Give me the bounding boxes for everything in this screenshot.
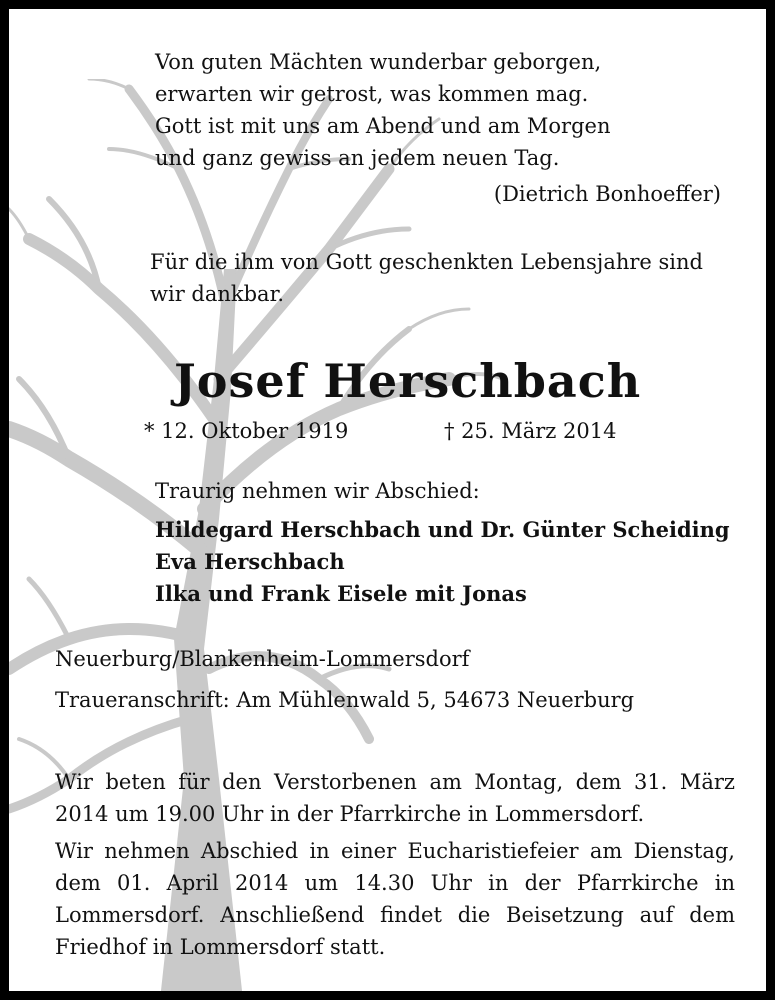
poem bbox=[155, 46, 610, 174]
mourners-intro: Traurig nehmen wir Abschied: bbox=[155, 479, 480, 503]
poem-line: Gott ist mit uns am Abend und am Morgen bbox=[155, 114, 611, 138]
poem-line: Von guten Mächten wunderbar geborgen, bbox=[155, 50, 602, 74]
poem-line: und ganz gewiss an jedem neuen Tag. bbox=[155, 146, 560, 170]
birth-date: * 12. Oktober 1919 bbox=[144, 419, 349, 443]
prayer-service-text: Wir beten für den Verstorbenen am Montag, dem 31. März 2014 um 19.00 Uhr in der Pfarrkirche in Lommersdorf. bbox=[55, 770, 735, 826]
death-date: † 25. März 2014 bbox=[444, 419, 617, 443]
mourner-name: Ilka und Frank Eisele mit Jonas bbox=[155, 581, 527, 606]
funeral-mass-text: Wir nehmen Abschied in einer Eucharistiefeier am Dienstag, dem 01. April 2014 um 14.30 Uhr in der Pfarrkirche in Lommersdorf. Anschließend findet die Beisetzung auf dem Friedhof in Lommersdorf statt. bbox=[55, 839, 735, 959]
mourner-name: Hildegard Herschbach und Dr. Günter Scheiding bbox=[155, 517, 730, 542]
gratitude-line: Für die ihm von Gott geschenkten Lebensjahre sind bbox=[150, 250, 703, 274]
mourning-address: Traueranschrift: Am Mühlenwald 5, 54673 Neuerburg bbox=[55, 688, 635, 712]
deceased-name: Josef Herschbach bbox=[174, 354, 642, 408]
gratitude-text bbox=[150, 246, 703, 310]
poem-line: erwarten wir getrost, was kommen mag. bbox=[155, 82, 589, 106]
poem-author: (Dietrich Bonhoeffer) bbox=[493, 182, 721, 206]
location: Neuerburg/Blankenheim-Lommersdorf bbox=[55, 647, 470, 671]
gratitude-line: wir dankbar. bbox=[150, 282, 284, 306]
mourner-name: Eva Herschbach bbox=[155, 549, 345, 574]
